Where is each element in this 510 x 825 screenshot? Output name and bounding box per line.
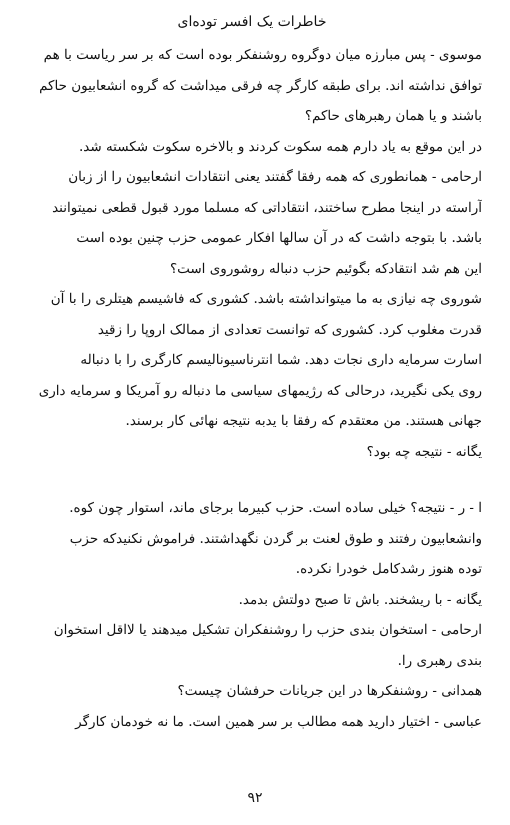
running-header: خاطرات یک افسر توده‌ای bbox=[177, 14, 327, 30]
paragraph-gap bbox=[22, 467, 482, 493]
text-line: روی یکی نگیرید، درحالی که رژیمهای سیاسی ما دنباله رو آمریکا و سرمایه داری bbox=[38, 382, 482, 399]
text-line: توافق نداشته اند. برای طبقه کارگر چه فرقی میداشت که گروه انشعابیون حاکم bbox=[39, 77, 482, 94]
text-line: توده هنوز رشدکامل خودرا نکرده. bbox=[295, 561, 482, 577]
text-line: اسارت سرمایه داری نجات دهد. شما انترناسیونالیسم کارگری را با دنباله bbox=[80, 352, 482, 368]
text-line: همدانی - روشنفکرها در این جریانات حرفشان چیست؟ bbox=[177, 683, 482, 699]
text-line: ا - ر - نتیجه؟ خیلی ساده است. حزب کبیرما برجای ماند، استوار چون کوه. bbox=[69, 500, 482, 516]
text-line: قدرت مغلوب کرد. کشوری که توانست تعدادی از ممالک اروپا را زقید bbox=[97, 321, 482, 338]
text-line: ارحامی - استخوان بندی حزب را روشنفکران تشکیل میدهند یا لااقل استخوان bbox=[53, 622, 482, 638]
text-line: جهانی هستند. من معتقدم که رفقا با یدبه نتیجه نهائی کار برسند. bbox=[125, 413, 482, 429]
text-line: شوروی چه نیازی به ما میتوانداشته باشد. کشوری که فاشیسم هیتلری را با آن bbox=[50, 291, 482, 307]
text-line: بندی رهبری را. bbox=[397, 652, 482, 669]
text-line: یگانه - نتیجه چه بود؟ bbox=[366, 443, 482, 460]
text-line: موسوی - پس مبارزه میان دوگروه روشنفکر بوده است که بر سر ریاست با هم bbox=[43, 47, 482, 63]
text-line: یگانه - با ریشخند. باش تا صبح دولتش بدمد. bbox=[238, 591, 482, 608]
text-line: عباسی - اختیار دارید همه مطالب بر سر همین است. ما نه خودمان کارگر bbox=[75, 713, 482, 730]
text-line: آراسته در اینجا مطرح ساختند، انتقاداتی که مسلما مورد قبول قطعی نمیتوانند bbox=[52, 199, 482, 216]
text-line: ارحامی - همانطوری که همه رفقا گفتند یعنی انتقادات انشعابیون را از زبان bbox=[68, 169, 482, 185]
text-line: این هم شد انتقادکه بگوئیم حزب دنباله روشوروی است؟ bbox=[169, 260, 482, 277]
text-line: وانشعابیون رفتند و طوق لعنت بر گردن نگهداشتند. فراموش نکنیدکه حزب bbox=[69, 530, 482, 547]
body-text-part2 bbox=[22, 493, 482, 737]
text-line: باشند و یا همان رهبرهای حاکم؟ bbox=[304, 108, 482, 124]
page-number: ۹۲ bbox=[247, 790, 263, 806]
body-text-part1 bbox=[22, 40, 482, 467]
text-line: باشد. با بتوجه داشت که در آن سالها افکار عمومی حزب چنین بوده است bbox=[76, 230, 482, 246]
text-line: در این موقع به یاد دارم همه سکوت کردند و بالاخره سکوت شکسته شد. bbox=[78, 138, 482, 155]
